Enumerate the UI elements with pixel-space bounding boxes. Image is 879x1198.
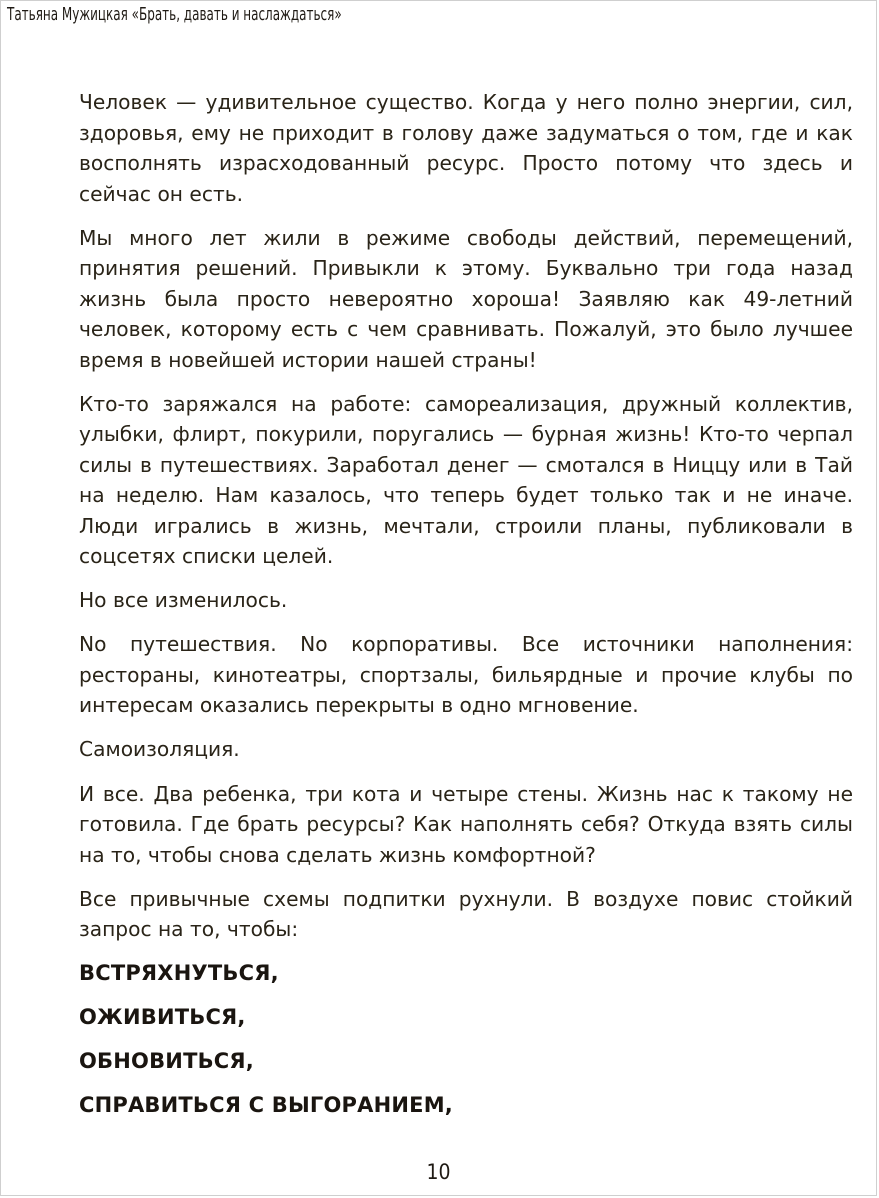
- emphasis-line: ОЖИВИТЬСЯ,: [79, 1005, 246, 1030]
- paragraph: И все. Два ребенка, три кота и четыре стены. Жизнь нас к такому не готовила. Где брать ресурсы? Как наполнять себя? Откуда взять силы на то, чтобы снова сделать жизнь комфортной?: [79, 781, 853, 867]
- paragraph: Человек — удивительное существо. Когда у него полно энергии, сил, здоровья, ему не приходит в голову даже задуматься о том, где и как восполнять израсходованный ресурс. Просто потому что здесь и сейчас он есть.: [79, 90, 853, 206]
- paragraph: Кто-то заряжался на работе: самореализация, дружный коллектив, улыбки, флирт, покурили, поругались — бурная жизнь! Кто-то черпал силы в путешествиях. Заработал денег — смотался в Ниццу или в Тай на неделю. Нам казалось, что теперь будет только так и не иначе. Люди игрались в жизнь, мечтали, строили планы, публиковали в соцсетях списки целей.: [79, 391, 853, 569]
- paragraph: Мы много лет жили в режиме свободы действий, перемещений, принятия решений. Привыкли к этому. Буквально три года назад жизнь была просто невероятно хороша! Заявляю как 49-летний человек, которому есть с чем сравнивать. Пожалуй, это было лучшее время в новейшей истории нашей страны!: [79, 225, 853, 372]
- paragraph: Но все изменилось.: [79, 588, 288, 613]
- paragraph: Самоизоляция.: [79, 737, 240, 762]
- page-number: 10: [426, 1160, 451, 1184]
- running-header: Татьяна Мужицкая «Брать, давать и наслаждаться»: [7, 4, 342, 25]
- body-text: [79, 87, 853, 1134]
- emphasis-line: СПРАВИТЬСЯ С ВЫГОРАНИЕМ,: [79, 1093, 453, 1118]
- emphasis-list: [79, 958, 853, 1120]
- emphasis-line: ОБНОВИТЬСЯ,: [79, 1049, 254, 1074]
- paragraph: No путешествия. No корпоративы. Все источники наполнения: рестораны, кинотеатры, спортзалы, бильярдные и прочие клубы по интересам оказались перекрыты в одно мгновение.: [79, 632, 853, 718]
- paragraph: Все привычные схемы подпитки рухнули. В воздухе повис стойкий запрос на то, чтобы:: [79, 886, 853, 942]
- emphasis-line: ВСТРЯХНУТЬСЯ,: [79, 961, 279, 986]
